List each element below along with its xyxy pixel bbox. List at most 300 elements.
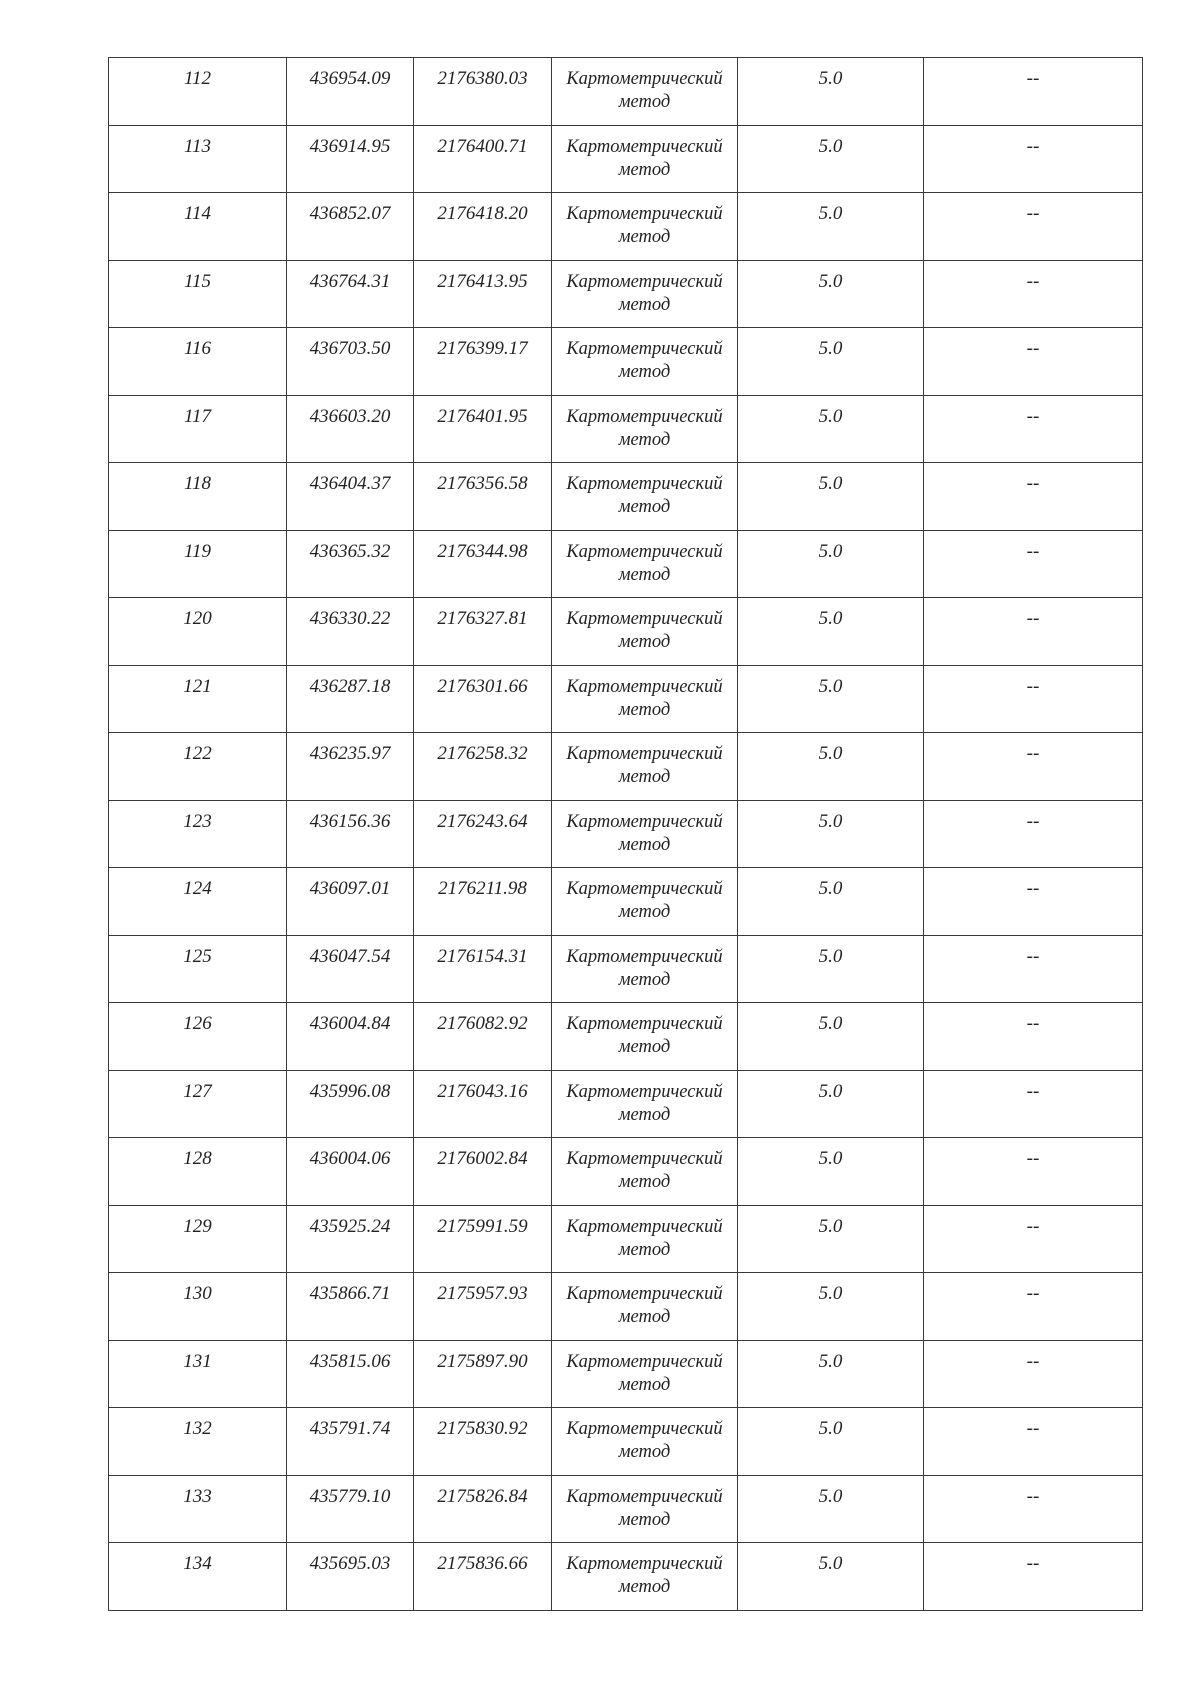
accuracy-cell: [738, 733, 924, 801]
point-number-cell-text: 116: [183, 338, 212, 359]
method-line-1: Картометрический: [566, 946, 723, 967]
x-coordinate-cell-text: 436097.01: [309, 878, 391, 899]
method-cell: [552, 800, 738, 868]
note-cell: [924, 193, 1143, 261]
point-number-cell: [109, 328, 287, 396]
method-line-2: метод: [618, 1239, 671, 1260]
method-text: [552, 328, 737, 384]
method-cell: [552, 395, 738, 463]
note-cell-text: --: [1026, 810, 1040, 832]
accuracy-cell: [738, 1475, 924, 1543]
x-coordinate-cell: [287, 328, 414, 396]
accuracy-cell: [738, 1138, 924, 1206]
y-coordinate-cell-text: 2175897.90: [437, 1350, 528, 1372]
point-number-cell: [109, 530, 287, 598]
point-number-cell: [109, 395, 287, 463]
y-coordinate-cell-text: 2176399.17: [437, 338, 528, 359]
x-coordinate-cell: [287, 1340, 414, 1408]
method-line-2: метод: [618, 1172, 671, 1192]
point-number-cell-text: 129: [183, 1215, 212, 1237]
table-row: [109, 1205, 1143, 1273]
accuracy-cell: [738, 1408, 924, 1476]
table-row: [109, 1273, 1143, 1341]
x-coordinate-cell-text: 436954.09: [309, 68, 391, 89]
x-coordinate-cell: [287, 665, 414, 733]
point-number-cell: [109, 125, 287, 193]
method-cell: [552, 260, 738, 328]
accuracy-cell-text: 5.0: [818, 1485, 843, 1507]
method-line-2: метод: [618, 632, 671, 652]
y-coordinate-cell-text: 2176301.66: [437, 675, 528, 697]
y-coordinate-cell-text: 2176211.98: [438, 878, 527, 899]
accuracy-cell-text: 5.0: [818, 1013, 843, 1034]
y-coordinate-cell-text: 2176327.81: [437, 608, 528, 629]
method-cell: [552, 1003, 738, 1071]
table-row: [109, 1408, 1143, 1476]
method-cell: [552, 530, 738, 598]
x-coordinate-cell: [287, 733, 414, 801]
y-coordinate-cell-text: 2176344.98: [437, 540, 528, 562]
accuracy-cell-text: 5.0: [818, 1418, 843, 1439]
note-cell: [924, 800, 1143, 868]
point-number-cell-text: 134: [183, 1553, 212, 1574]
method-text: [552, 463, 737, 519]
x-coordinate-cell-text: 435815.06: [309, 1350, 391, 1372]
accuracy-cell-text: 5.0: [818, 1553, 843, 1574]
x-coordinate-cell: [287, 1408, 414, 1476]
x-coordinate-cell-text: 435996.08: [309, 1080, 391, 1102]
note-cell: [924, 1273, 1143, 1341]
accuracy-cell: [738, 1543, 924, 1611]
method-line-1: Картометрический: [566, 1486, 723, 1507]
y-coordinate-cell: [414, 530, 552, 598]
method-text: [552, 936, 737, 992]
y-coordinate-cell: [414, 1340, 552, 1408]
accuracy-cell: [738, 868, 924, 936]
x-coordinate-cell: [287, 1543, 414, 1611]
y-coordinate-cell-text: 2176400.71: [437, 135, 528, 157]
method-text: [552, 261, 737, 317]
accuracy-cell-text: 5.0: [818, 608, 843, 629]
accuracy-cell: [738, 58, 924, 126]
y-coordinate-cell-text: 2176401.95: [437, 405, 528, 427]
note-cell: [924, 598, 1143, 666]
method-cell: [552, 1273, 738, 1341]
method-cell: [552, 58, 738, 126]
note-cell-text: --: [1026, 1350, 1040, 1372]
accuracy-cell: [738, 1205, 924, 1273]
accuracy-cell-text: 5.0: [818, 1283, 843, 1304]
y-coordinate-cell: [414, 193, 552, 261]
method-line-2: метод: [618, 362, 671, 382]
method-line-2: метод: [618, 969, 671, 990]
accuracy-cell: [738, 598, 924, 666]
y-coordinate-cell: [414, 328, 552, 396]
method-cell: [552, 868, 738, 936]
point-number-cell: [109, 935, 287, 1003]
table-row: [109, 193, 1143, 261]
note-cell: [924, 1070, 1143, 1138]
note-cell: [924, 1475, 1143, 1543]
point-number-cell: [109, 868, 287, 936]
note-cell: [924, 1205, 1143, 1273]
y-coordinate-cell: [414, 125, 552, 193]
y-coordinate-cell: [414, 1408, 552, 1476]
x-coordinate-cell-text: 436852.07: [309, 203, 391, 224]
y-coordinate-cell: [414, 1138, 552, 1206]
y-coordinate-cell-text: 2176356.58: [437, 473, 528, 494]
y-coordinate-cell-text: 2176418.20: [437, 203, 528, 224]
method-line-1: Картометрический: [566, 1149, 723, 1169]
note-cell-text: --: [1026, 1148, 1040, 1169]
method-line-1: Картометрический: [566, 609, 723, 629]
point-number-cell: [109, 193, 287, 261]
note-cell: [924, 328, 1143, 396]
y-coordinate-cell: [414, 733, 552, 801]
point-number-cell: [109, 800, 287, 868]
method-line-2: метод: [618, 1374, 671, 1395]
coordinates-table-body: [109, 58, 1143, 1611]
point-number-cell-text: 120: [183, 608, 212, 629]
note-cell: [924, 935, 1143, 1003]
y-coordinate-cell-text: 2175836.66: [437, 1553, 528, 1574]
method-text: [552, 1341, 737, 1397]
x-coordinate-cell: [287, 58, 414, 126]
point-number-cell: [109, 1475, 287, 1543]
note-cell: [924, 665, 1143, 733]
table-row: [109, 598, 1143, 666]
method-line-2: метод: [618, 1442, 671, 1462]
method-line-2: метод: [618, 564, 671, 585]
point-number-cell: [109, 1003, 287, 1071]
table-row: [109, 58, 1143, 126]
table-row: [109, 1070, 1143, 1138]
method-line-1: Картометрический: [566, 1554, 723, 1574]
method-cell: [552, 193, 738, 261]
coordinates-table: [108, 57, 1143, 1611]
method-cell: [552, 463, 738, 531]
point-number-cell: [109, 733, 287, 801]
method-cell: [552, 733, 738, 801]
point-number-cell-text: 124: [183, 878, 212, 899]
note-cell-text: --: [1026, 1485, 1040, 1507]
accuracy-cell: [738, 530, 924, 598]
method-cell: [552, 598, 738, 666]
x-coordinate-cell-text: 436330.22: [309, 608, 391, 629]
method-cell: [552, 1340, 738, 1408]
point-number-cell-text: 118: [183, 473, 212, 494]
method-line-2: метод: [618, 902, 671, 922]
note-cell: [924, 1408, 1143, 1476]
accuracy-cell: [738, 328, 924, 396]
y-coordinate-cell-text: 2176082.92: [437, 1013, 528, 1034]
method-line-1: Картометрический: [566, 339, 723, 359]
x-coordinate-cell-text: 435695.03: [309, 1553, 391, 1574]
point-number-cell: [109, 665, 287, 733]
accuracy-cell: [738, 1273, 924, 1341]
note-cell-text: --: [1026, 1215, 1040, 1237]
point-number-cell-text: 119: [183, 540, 212, 562]
accuracy-cell: [738, 935, 924, 1003]
x-coordinate-cell-text: 436235.97: [309, 743, 391, 764]
table-row: [109, 1003, 1143, 1071]
x-coordinate-cell: [287, 1070, 414, 1138]
method-line-2: метод: [618, 767, 671, 787]
table-row: [109, 463, 1143, 531]
note-cell: [924, 395, 1143, 463]
x-coordinate-cell-text: 435779.10: [309, 1485, 391, 1507]
method-line-2: метод: [618, 227, 671, 247]
method-line-1: Картометрический: [566, 1081, 723, 1102]
x-coordinate-cell: [287, 868, 414, 936]
note-cell: [924, 58, 1143, 126]
note-cell-text: --: [1026, 743, 1040, 764]
point-number-cell-text: 115: [183, 270, 212, 292]
note-cell-text: --: [1026, 270, 1040, 292]
y-coordinate-cell: [414, 1543, 552, 1611]
accuracy-cell-text: 5.0: [818, 405, 843, 427]
y-coordinate-cell: [414, 1205, 552, 1273]
method-text: [552, 1476, 737, 1532]
method-line-2: метод: [618, 497, 671, 517]
method-text: [552, 1408, 737, 1464]
point-number-cell-text: 126: [183, 1013, 212, 1034]
note-cell: [924, 868, 1143, 936]
table-row: [109, 665, 1143, 733]
x-coordinate-cell-text: 435791.74: [309, 1418, 391, 1439]
y-coordinate-cell: [414, 260, 552, 328]
table-row: [109, 530, 1143, 598]
note-cell: [924, 463, 1143, 531]
point-number-cell-text: 131: [183, 1350, 212, 1372]
method-line-1: Картометрический: [566, 1351, 723, 1372]
x-coordinate-cell-text: 436914.95: [309, 135, 391, 157]
x-coordinate-cell: [287, 463, 414, 531]
accuracy-cell: [738, 193, 924, 261]
note-cell: [924, 1340, 1143, 1408]
note-cell: [924, 125, 1143, 193]
accuracy-cell-text: 5.0: [818, 1080, 843, 1102]
method-line-2: метод: [618, 834, 671, 855]
point-number-cell-text: 112: [183, 68, 212, 89]
method-line-1: Картометрический: [566, 271, 723, 292]
note-cell-text: --: [1026, 1418, 1040, 1439]
method-line-1: Картометрический: [566, 744, 723, 764]
x-coordinate-cell: [287, 598, 414, 666]
method-text: [552, 1071, 737, 1127]
table-row: [109, 395, 1143, 463]
accuracy-cell-text: 5.0: [818, 743, 843, 764]
y-coordinate-cell-text: 2175826.84: [437, 1485, 528, 1507]
point-number-cell-text: 132: [183, 1418, 212, 1439]
method-line-1: Картометрический: [566, 541, 723, 562]
table-row: [109, 1543, 1143, 1611]
method-line-2: метод: [618, 699, 671, 720]
y-coordinate-cell: [414, 598, 552, 666]
method-text: [552, 1138, 737, 1194]
accuracy-cell-text: 5.0: [818, 878, 843, 899]
method-line-1: Картометрический: [566, 811, 723, 832]
point-number-cell-text: 123: [183, 810, 212, 832]
table-row: [109, 868, 1143, 936]
x-coordinate-cell-text: 436365.32: [309, 540, 391, 562]
x-coordinate-cell: [287, 1138, 414, 1206]
note-cell-text: --: [1026, 405, 1040, 427]
point-number-cell: [109, 1273, 287, 1341]
point-number-cell-text: 114: [183, 203, 212, 224]
document-page: [108, 57, 1142, 1611]
method-line-2: метод: [618, 159, 671, 180]
note-cell-text: --: [1026, 203, 1040, 224]
accuracy-cell-text: 5.0: [818, 540, 843, 562]
point-number-cell: [109, 598, 287, 666]
method-line-1: Картометрический: [566, 879, 723, 899]
accuracy-cell-text: 5.0: [818, 675, 843, 697]
method-text: [552, 1273, 737, 1329]
x-coordinate-cell: [287, 1205, 414, 1273]
method-line-2: метод: [618, 1037, 671, 1057]
method-text: [552, 733, 737, 789]
method-line-2: метод: [618, 1307, 671, 1327]
y-coordinate-cell: [414, 800, 552, 868]
point-number-cell-text: 113: [183, 135, 212, 157]
point-number-cell: [109, 463, 287, 531]
note-cell-text: --: [1026, 68, 1040, 89]
method-text: [552, 396, 737, 452]
point-number-cell: [109, 1138, 287, 1206]
method-line-1: Картометрический: [566, 1014, 723, 1034]
y-coordinate-cell: [414, 58, 552, 126]
x-coordinate-cell-text: 436004.84: [309, 1013, 391, 1034]
x-coordinate-cell-text: 436703.50: [309, 338, 391, 359]
x-coordinate-cell-text: 436004.06: [309, 1148, 391, 1169]
note-cell-text: --: [1026, 945, 1040, 967]
y-coordinate-cell: [414, 1070, 552, 1138]
method-cell: [552, 328, 738, 396]
x-coordinate-cell-text: 436603.20: [309, 405, 391, 427]
x-coordinate-cell-text: 435866.71: [309, 1283, 391, 1304]
method-line-2: метод: [618, 429, 671, 450]
method-line-1: Картометрический: [566, 1284, 723, 1304]
y-coordinate-cell-text: 2176243.64: [437, 810, 528, 832]
point-number-cell: [109, 1543, 287, 1611]
y-coordinate-cell-text: 2176002.84: [437, 1148, 528, 1169]
accuracy-cell-text: 5.0: [818, 135, 843, 157]
method-text: [552, 801, 737, 857]
accuracy-cell-text: 5.0: [818, 945, 843, 967]
accuracy-cell-text: 5.0: [818, 270, 843, 292]
method-text: [552, 1206, 737, 1262]
point-number-cell: [109, 58, 287, 126]
y-coordinate-cell-text: 2176380.03: [437, 68, 528, 89]
note-cell: [924, 1003, 1143, 1071]
method-line-1: Картометрический: [566, 1419, 723, 1439]
table-row: [109, 125, 1143, 193]
point-number-cell-text: 133: [183, 1485, 212, 1507]
method-text: [552, 193, 737, 249]
y-coordinate-cell-text: 2176154.31: [437, 945, 528, 967]
accuracy-cell: [738, 395, 924, 463]
y-coordinate-cell-text: 2175957.93: [437, 1283, 528, 1304]
method-line-2: метод: [618, 1509, 671, 1530]
x-coordinate-cell-text: 436156.36: [309, 810, 391, 832]
x-coordinate-cell: [287, 395, 414, 463]
y-coordinate-cell-text: 2175830.92: [437, 1418, 528, 1439]
note-cell-text: --: [1026, 473, 1040, 494]
note-cell-text: --: [1026, 1553, 1040, 1574]
note-cell-text: --: [1026, 135, 1040, 157]
accuracy-cell-text: 5.0: [818, 203, 843, 224]
y-coordinate-cell: [414, 395, 552, 463]
accuracy-cell: [738, 1070, 924, 1138]
method-cell: [552, 1543, 738, 1611]
point-number-cell: [109, 1340, 287, 1408]
y-coordinate-cell: [414, 868, 552, 936]
x-coordinate-cell: [287, 193, 414, 261]
accuracy-cell: [738, 800, 924, 868]
y-coordinate-cell-text: 2176413.95: [437, 270, 528, 292]
method-text: [552, 1543, 737, 1599]
method-cell: [552, 1408, 738, 1476]
method-line-2: метод: [618, 92, 671, 112]
x-coordinate-cell-text: 436404.37: [309, 473, 391, 494]
accuracy-cell: [738, 1003, 924, 1071]
table-row: [109, 733, 1143, 801]
y-coordinate-cell: [414, 935, 552, 1003]
note-cell-text: --: [1026, 540, 1040, 562]
point-number-cell-text: 127: [183, 1080, 212, 1102]
method-line-1: Картометрический: [566, 204, 723, 224]
x-coordinate-cell: [287, 530, 414, 598]
table-row: [109, 260, 1143, 328]
x-coordinate-cell: [287, 935, 414, 1003]
method-text: [552, 531, 737, 587]
note-cell-text: --: [1026, 878, 1040, 899]
x-coordinate-cell: [287, 1273, 414, 1341]
method-text: [552, 868, 737, 924]
accuracy-cell-text: 5.0: [818, 1215, 843, 1237]
note-cell: [924, 530, 1143, 598]
table-row: [109, 800, 1143, 868]
x-coordinate-cell: [287, 800, 414, 868]
method-cell: [552, 935, 738, 1003]
point-number-cell-text: 128: [183, 1148, 212, 1169]
note-cell-text: --: [1026, 675, 1040, 697]
note-cell: [924, 733, 1143, 801]
x-coordinate-cell-text: 436764.31: [309, 270, 391, 292]
note-cell-text: --: [1026, 608, 1040, 629]
method-line-2: метод: [618, 1104, 671, 1125]
x-coordinate-cell: [287, 260, 414, 328]
method-line-2: метод: [618, 294, 671, 315]
table-row: [109, 328, 1143, 396]
accuracy-cell-text: 5.0: [818, 338, 843, 359]
point-number-cell: [109, 260, 287, 328]
note-cell: [924, 1138, 1143, 1206]
x-coordinate-cell: [287, 1003, 414, 1071]
method-cell: [552, 1070, 738, 1138]
note-cell: [924, 1543, 1143, 1611]
note-cell-text: --: [1026, 1013, 1040, 1034]
point-number-cell: [109, 1205, 287, 1273]
table-row: [109, 935, 1143, 1003]
x-coordinate-cell: [287, 1475, 414, 1543]
accuracy-cell-text: 5.0: [818, 1350, 843, 1372]
method-cell: [552, 1138, 738, 1206]
x-coordinate-cell: [287, 125, 414, 193]
method-text: [552, 1003, 737, 1059]
y-coordinate-cell: [414, 463, 552, 531]
